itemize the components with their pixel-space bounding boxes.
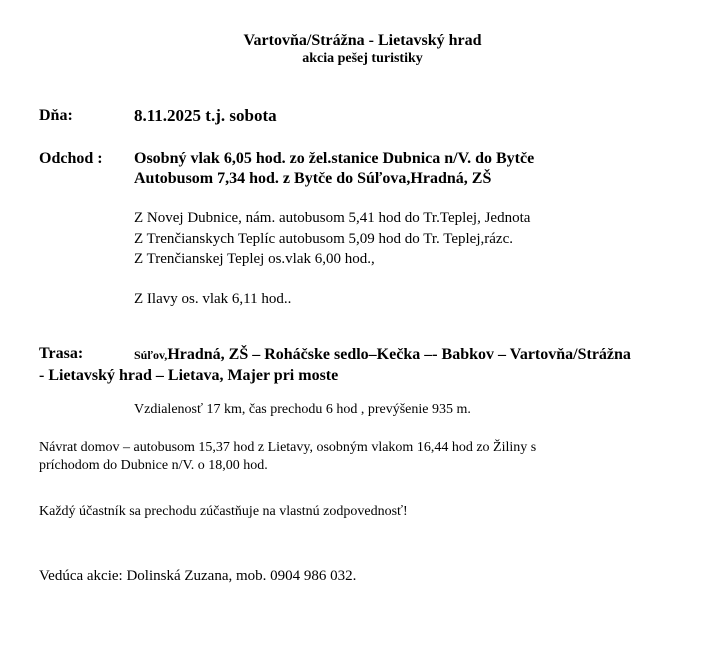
leader-contact: Vedúca akcie: Dolinská Zuzana, mob. 0904 986 032. <box>39 568 357 584</box>
route-line-2: - Lietavský hrad – Lietava, Majer pri moste <box>39 367 339 384</box>
document-subtitle: akcia pešej turistiky <box>302 51 423 66</box>
departure-train: Osobný vlak 6,05 hod. zo žel.stanice Dubnica n/V. do Bytče <box>134 150 535 167</box>
route-line-1 <box>134 347 631 363</box>
responsibility-note: Každý účastník sa prechodu zúčastňuje na vlastnú zodpovednosť! <box>39 504 408 519</box>
alternative-nova-dubnica: Z Novej Dubnice, nám. autobusom 5,41 hod do Tr.Teplej, Jednota <box>134 210 531 226</box>
return-line-1: Návrat domov – autobusom 15,37 hod z Lietavy, osobným vlakom 16,44 hod zo Žiliny s <box>39 440 537 455</box>
date-value: 8.11.2025 t.j. sobota <box>134 106 277 125</box>
route-start: Súľov, <box>134 348 168 362</box>
departure-label: Odchod : <box>39 150 103 167</box>
date-label: Dňa: <box>39 107 73 124</box>
route-label: Trasa: <box>39 345 84 362</box>
route-rest: Hradná, ZŠ – Roháčske sedlo–Kečka –- Babkov – Vartovňa/Strážna <box>167 346 631 363</box>
document-title: Vartovňa/Strážna - Lietavský hrad <box>243 32 482 49</box>
alternative-trencianska-tepla: Z Trenčianskej Teplej os.vlak 6,00 hod., <box>134 251 375 267</box>
alternative-trencianske-teplice: Z Trenčianskych Teplíc autobusom 5,09 hod do Tr. Teplej,rázc. <box>134 231 513 247</box>
alternative-ilava: Z Ilavy os. vlak 6,11 hod.. <box>134 291 292 307</box>
return-line-2: príchodom do Dubnice n/V. o 18,00 hod. <box>39 458 268 473</box>
route-distance: Vzdialenosť 17 km, čas prechodu 6 hod , prevýšenie 935 m. <box>134 402 471 417</box>
departure-bus: Autobusom 7,34 hod. z Bytče do Súľova,Hradná, ZŠ <box>134 170 492 187</box>
